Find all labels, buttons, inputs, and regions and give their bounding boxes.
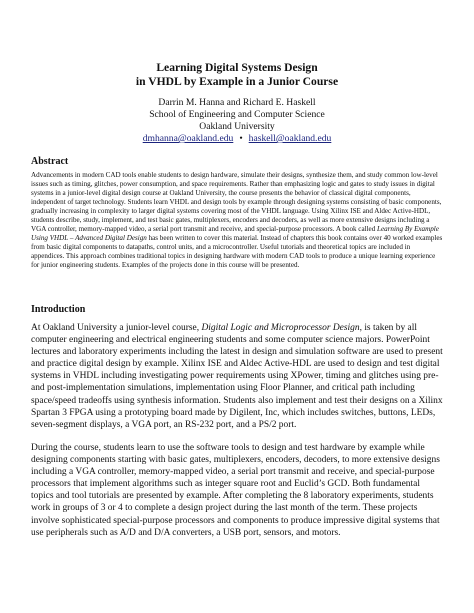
email-link-hanna[interactable]: dmhanna@oakland.edu: [142, 133, 234, 144]
author-emails: [0, 133, 474, 145]
introduction-paragraph-2: [31, 442, 444, 539]
abstract-text-b: has been written to cover this material. Instead of chapters this book contains over 40 worked examples from basic digital components to datapaths, control units, and a microcontroller. Useful tutorials and theoretical topics are included in appendices. This approach combines traditional topics in designing hardware with modern CAD tools to produce a unique learning experience for junior engineering students. Examples of the projects done in this course will be presented.: [31, 234, 443, 270]
intro-p1-a: At Oakland University a junior-level course,: [31, 323, 202, 333]
book-title: Learning By Example Using VHDL – Advanced Digital Design: [31, 225, 439, 243]
intro-p1-b: , is taken by all computer engineering and electrical engineering students and some computer science majors. PowerPoint lectures and laboratory experiments including the latest in design and simulation software are used to present and practice digital design by example. Xilinx ISE and Aldec Active-HDL are used to design and test digital systems in VHDL including investigating power requirements using XPower, timing and glitches using pre- and post-implementation simulations, implementation using Floor Planner, and critical path including space/speed tradeoffs using synthesis information. Students also implement and test their designs on a Xilinx Spartan 3 FPGA using a prototyping board made by Digilent, Inc, which includes switches, buttons, LEDs, seven-segment displays, a VGA port, an RS-232 port, and a PS/2 port.: [31, 323, 443, 430]
paper-title-line2: in VHDL by Example in a Junior Course: [135, 75, 339, 88]
author-department: School of Engineering and Computer Science: [149, 109, 325, 120]
abstract-paragraph: [31, 171, 444, 271]
abstract-heading: Abstract: [31, 156, 69, 167]
author-names: Darrin M. Hanna and Richard E. Haskell: [158, 97, 316, 108]
intro-p2-text: During the course, students learn to use the software tools to design and test hardware by example while designing components starting with basic gates, multiplexers, encoders, decoders, to more extensive designs including a VGA controller, memory-mapped video, a serial port transmit and receive, and special-purpose processors that implement algorithms such as integer square root and Euclid’s GCD. Both fundamental topics and tool tutorials are presented by example. After completing the 8 laboratory experiments, students work in groups of 3 or 4 to complete a design project during the last month of the term. These projects involve sophisticated special-purpose processors and components to produce impressive digital systems that use peripherals such as A/D and D/A converters, a USB port, sensors, and motors.: [31, 443, 440, 538]
author-university: Oakland University: [199, 121, 275, 132]
paper-title-line1: Learning Digital Systems Design: [156, 61, 318, 74]
email-separator: •: [239, 133, 243, 144]
abstract-text-a: Advancements in modern CAD tools enable students to design hardware, simulate their designs, synthesize them, and study common low-level issues such as timing, glitches, power consumption, and space requirements. Rather than emphasizing logic and gates to study issues in digital systems in a junior-level digital design course at Oakland University, the course presents the behavior of classical digital components, independent of target technology. Students learn VHDL and design tools by example through designing systems consisting of basic components, gradually increasing in complexity to larger digital systems covering most of the VHDL language. Using Xilinx ISE and Aldec Active-HDL, students describe, study, implement, and test basic gates, multiplexers, encoders and decoders, as well as more extensive designs including a VGA controller, memory-mapped video, a serial port transmit and receive, and special-purpose processors. A book called: [31, 171, 442, 234]
course-name: Digital Logic and Microprocessor Design: [201, 323, 360, 333]
email-link-haskell[interactable]: haskell@oakland.edu: [248, 133, 332, 144]
introduction-paragraph-1: [31, 322, 444, 431]
intro-p1-text: [31, 322, 444, 431]
abstract-body: [31, 171, 444, 271]
introduction-heading: Introduction: [31, 304, 86, 315]
